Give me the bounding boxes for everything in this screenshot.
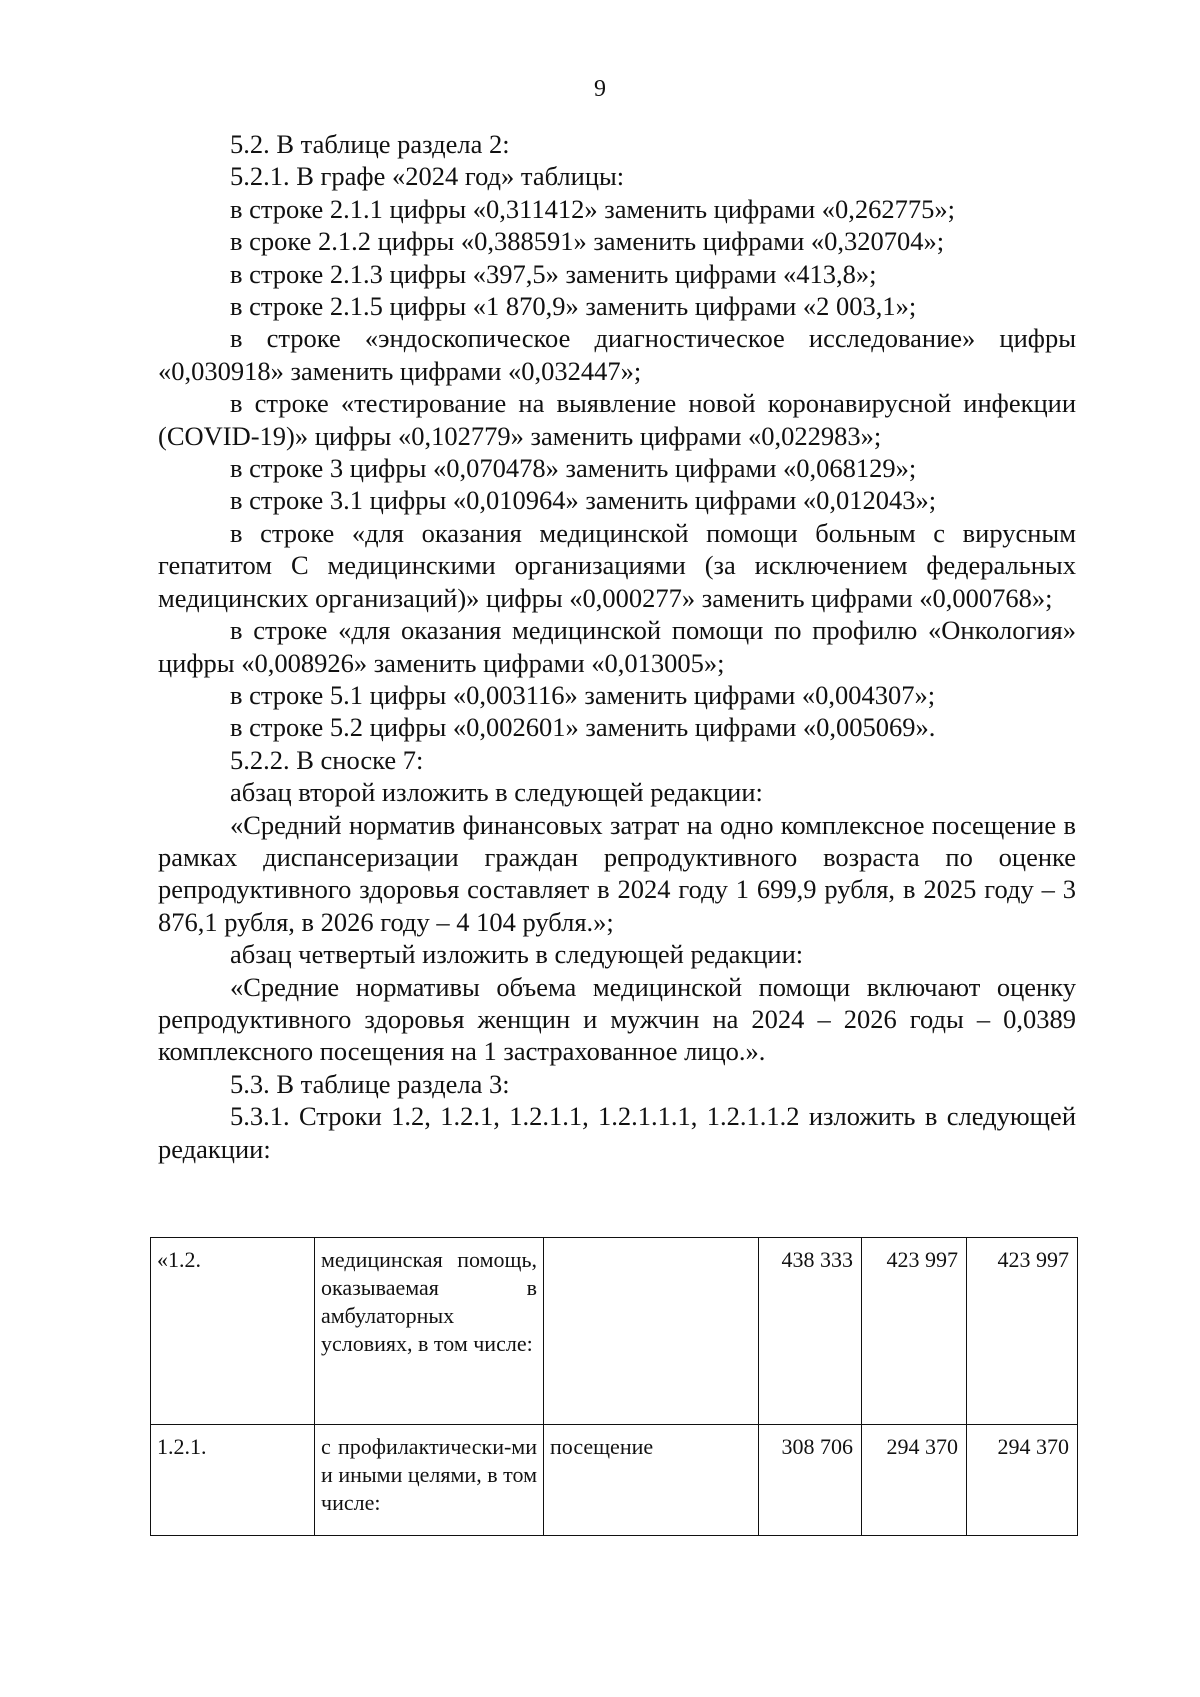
row-value-2026-cell: 423 997	[967, 1238, 1078, 1425]
table-row	[151, 1238, 1078, 1425]
paragraph-endoscopy: в строке «эндоскопическое диагностическое исследование» цифры «0,030918» заменить цифрами «0,032447»;	[158, 323, 1076, 386]
paragraph-row-3-1: в строке 3.1 цифры «0,010964» заменить цифрами «0,012043»;	[230, 485, 937, 516]
table-row	[151, 1425, 1078, 1536]
paragraph-section-5-3-1: 5.3.1. Строки 1.2, 1.2.1, 1.2.1.1, 1.2.1.1.1, 1.2.1.1.2 изложить в следующей редакции:	[158, 1101, 1076, 1164]
row-description-cell: с профилактически-ми и иными целями, в том числе:	[315, 1425, 544, 1536]
paragraph-row-2-1-1: в строке 2.1.1 цифры «0,311412» заменить цифрами «0,262775»;	[230, 193, 956, 224]
paragraph-covid: в строке «тестирование на выявление новой коронавирусной инфекции (COVID-19)» цифры «0,102779» заменить цифрами «0,022983»;	[158, 388, 1076, 451]
row-value-2025-cell: 294 370	[862, 1425, 967, 1536]
row-value-2025-cell: 423 997	[862, 1238, 967, 1425]
paragraph-second-paragraph-text: «Средний норматив финансовых затрат на одно комплексное посещение в рамках диспансеризации граждан репродуктивного возраста по оценке репродуктивного здоровья составляет в 2024 году 1 699,9 рубля, в 2025 году – 3 876,1 рубля, в 2026 году – 4 104 рубля.»;	[158, 809, 1076, 937]
paragraph-fourth-paragraph-text: «Средние нормативы объема медицинской помощи включают оценку репродуктивного здоровья женщин и мужчин на 2024 – 2026 годы – 0,0389 комплексного посещения на 1 застрахованное лицо.».	[158, 971, 1076, 1067]
paragraph-section-5-2-2: 5.2.2. В сноске 7:	[230, 744, 424, 775]
paragraph-row-2-1-2: в сроке 2.1.2 цифры «0,388591» заменить цифрами «0,320704»;	[230, 226, 945, 257]
row-value-2024-cell: 438 333	[759, 1238, 862, 1425]
paragraph-row-5-2: в строке 5.2 цифры «0,002601» заменить цифрами «0,005069».	[230, 712, 936, 743]
amendment-table	[150, 1237, 1078, 1536]
paragraph-hepatitis: в строке «для оказания медицинской помощи больным с вирусным гепатитом С медицинскими организациями (за исключением федеральных медицинских организаций)» цифры «0,000277» заменить цифрами «0,000768»;	[158, 517, 1076, 613]
row-description-cell: медицинская помощь, оказываемая в амбулаторных условиях, в том числе:	[315, 1238, 544, 1425]
paragraph-row-2-1-5: в строке 2.1.5 цифры «1 870,9» заменить цифрами «2 003,1»;	[230, 291, 917, 322]
paragraph-section-5-3: 5.3. В таблице раздела 3:	[230, 1068, 510, 1099]
row-unit-cell: посещение	[544, 1425, 759, 1536]
row-unit-cell	[544, 1238, 759, 1425]
row-code-cell: 1.2.1.	[151, 1425, 315, 1536]
paragraph-section-5-2-1: 5.2.1. В графе «2024 год» таблицы:	[230, 161, 625, 192]
paragraph-section-5-2: 5.2. В таблице раздела 2:	[230, 129, 510, 159]
paragraph-second-paragraph-intro: абзац второй изложить в следующей редакции:	[230, 777, 763, 808]
row-value-2026-cell: 294 370	[967, 1425, 1078, 1536]
paragraph-row-3: в строке 3 цифры «0,070478» заменить цифрами «0,068129»;	[230, 453, 917, 484]
paragraph-oncology: в строке «для оказания медицинской помощи по профилю «Онкология» цифры «0,008926» заменить цифрами «0,013005»;	[158, 615, 1076, 678]
paragraph-row-5-1: в строке 5.1 цифры «0,003116» заменить цифрами «0,004307»;	[230, 679, 936, 710]
row-value-2024-cell: 308 706	[759, 1425, 862, 1536]
row-code-cell: «1.2.	[151, 1238, 315, 1425]
paragraph-row-2-1-3: в строке 2.1.3 цифры «397,5» заменить цифрами «413,8»;	[230, 258, 877, 289]
page-number: 9	[594, 76, 606, 102]
document-body	[158, 128, 1076, 1165]
paragraph-fourth-paragraph-intro: абзац четвертый изложить в следующей редакции:	[230, 939, 804, 970]
